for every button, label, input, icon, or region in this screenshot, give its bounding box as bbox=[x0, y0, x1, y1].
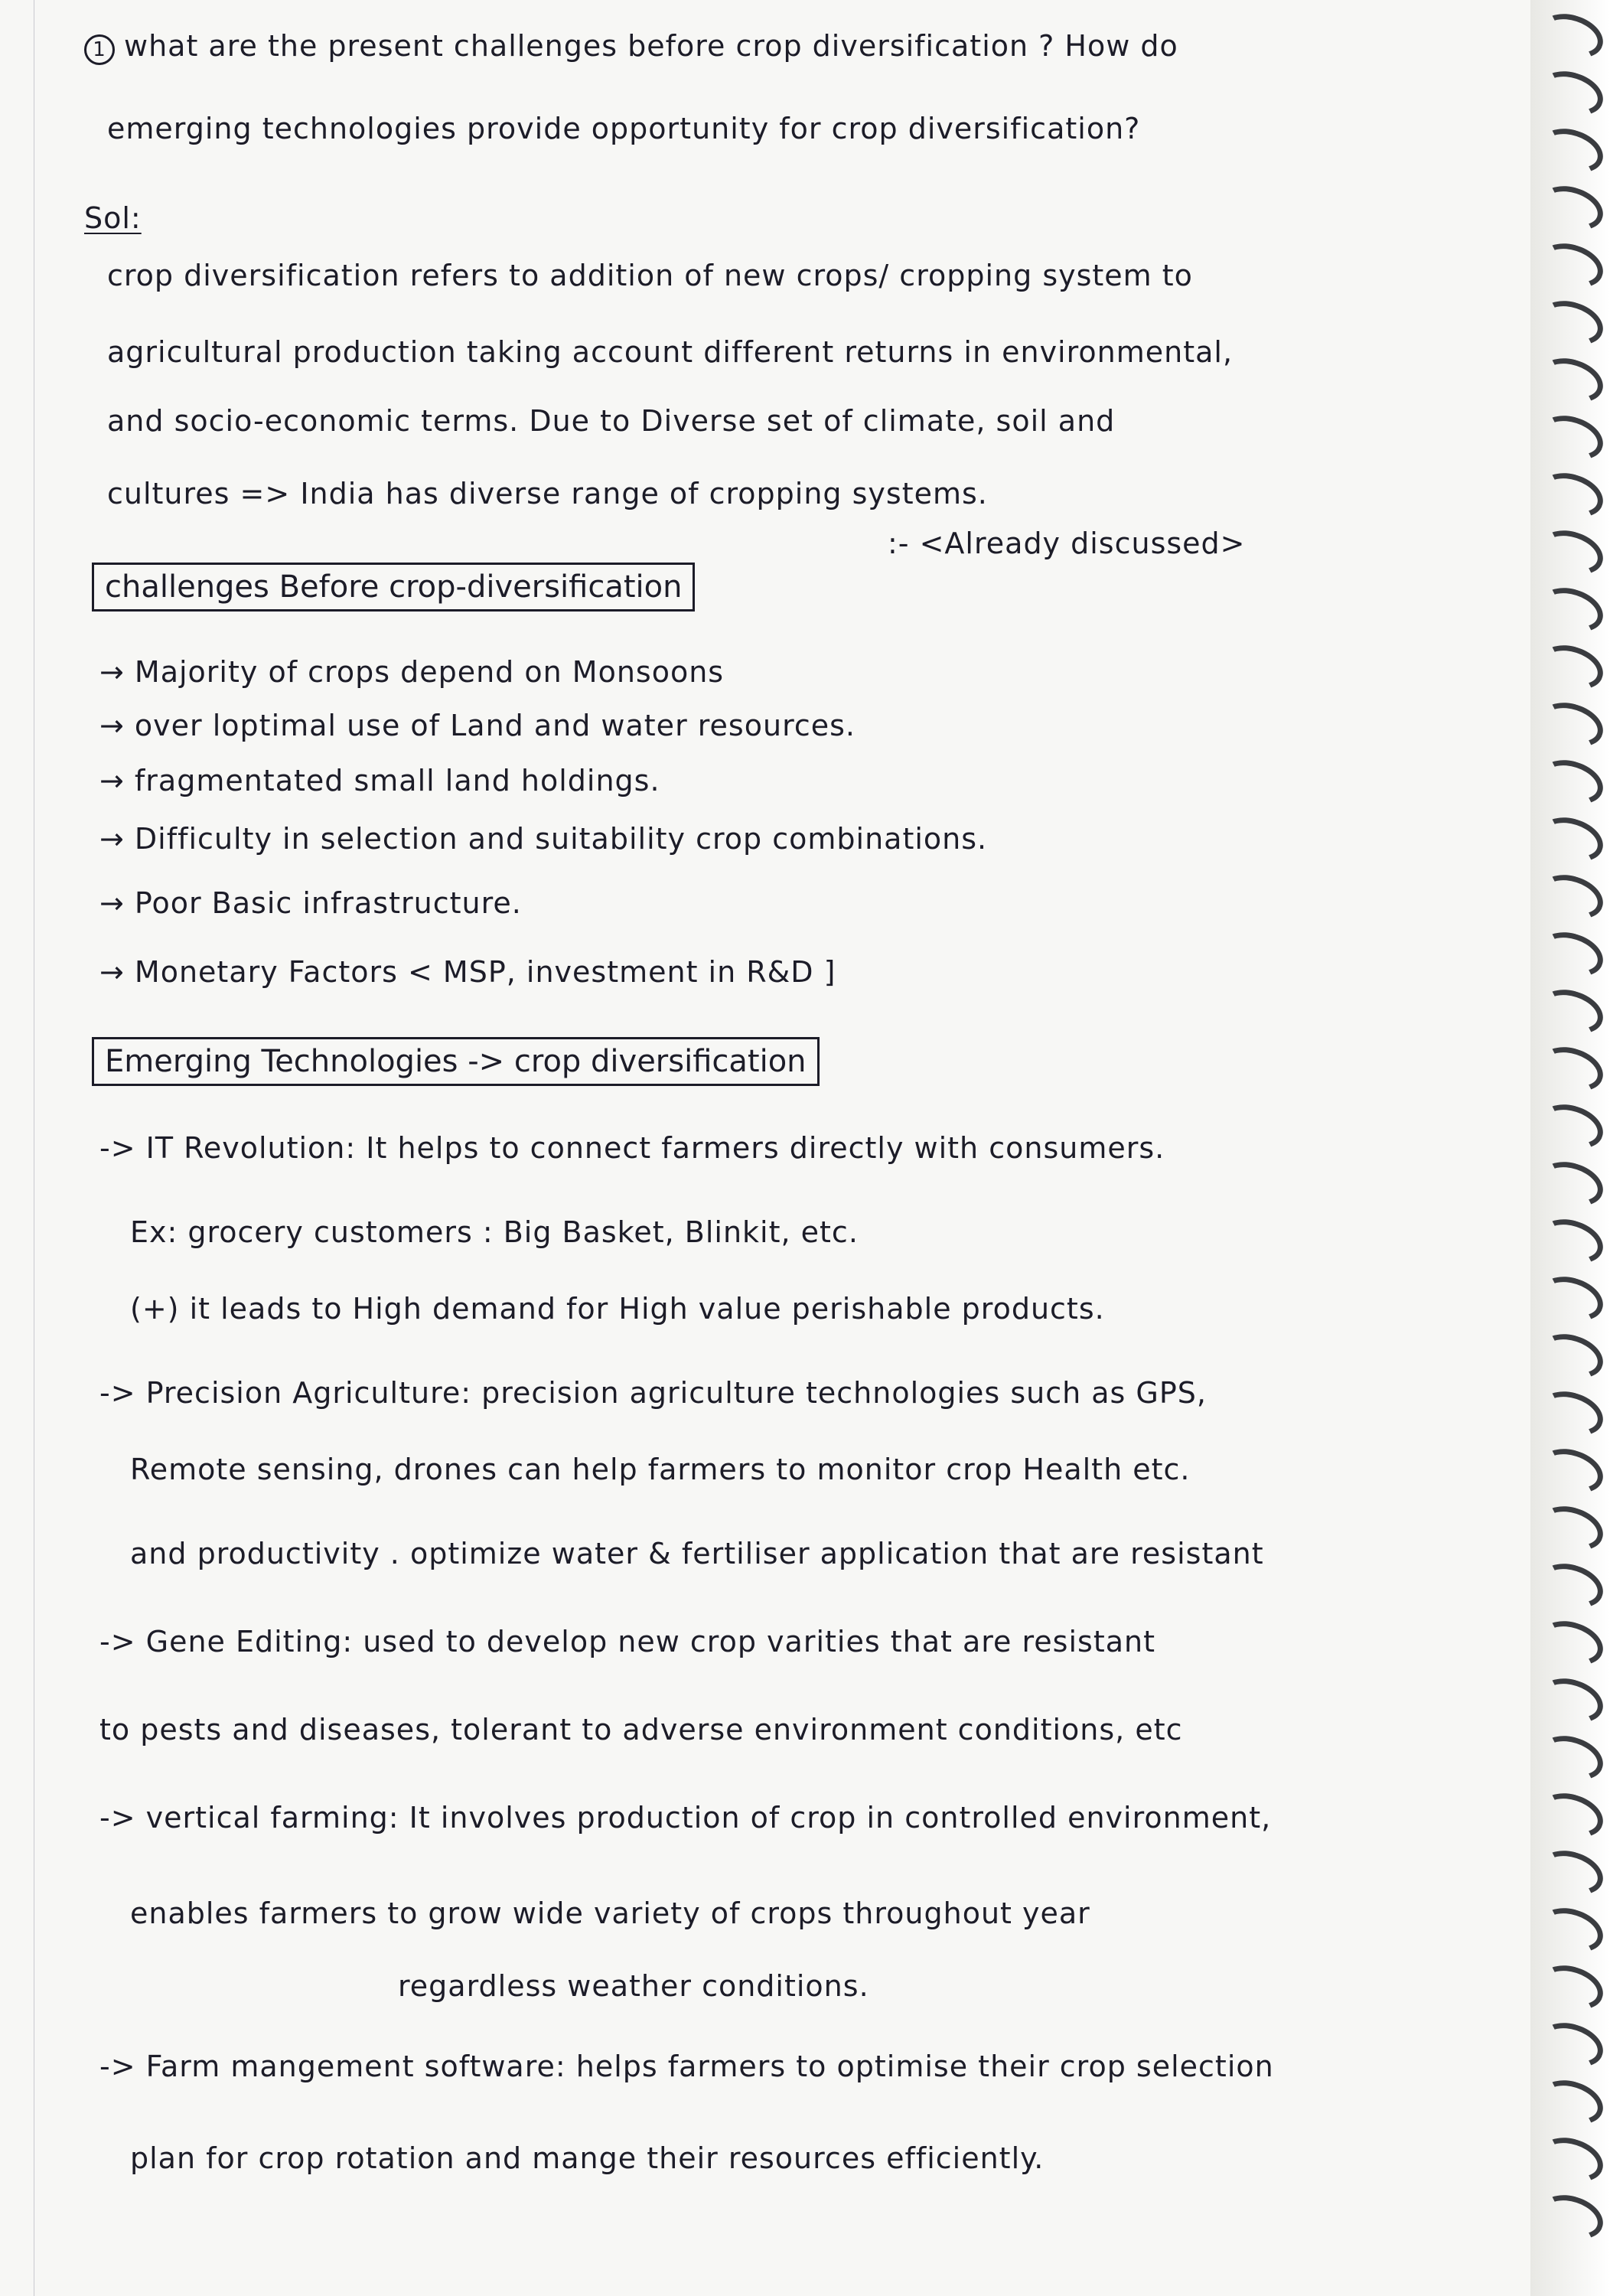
question-number: 1 bbox=[84, 34, 115, 65]
spiral-ring bbox=[1535, 1212, 1609, 1270]
spiral-ring bbox=[1535, 810, 1609, 869]
spiral-ring bbox=[1535, 925, 1609, 983]
spiral-ring bbox=[1535, 982, 1609, 1041]
spiral-ring bbox=[1535, 752, 1609, 811]
spiral-ring bbox=[1535, 465, 1609, 524]
challenge-item-2: → over loptimal use of Land and water resources. bbox=[99, 709, 856, 742]
spiral-ring bbox=[1535, 1900, 1609, 1959]
spiral-ring bbox=[1535, 1097, 1609, 1156]
spiral-ring bbox=[1535, 236, 1609, 295]
sol-label: Sol: bbox=[84, 201, 142, 235]
emerging-line-1: -> IT Revolution: It helps to connect farmers directly with consumers. bbox=[99, 1131, 1165, 1165]
spiral-ring bbox=[1535, 64, 1609, 122]
challenge-item-6: → Monetary Factors < MSP, investment in R&D ] bbox=[99, 955, 836, 989]
intro-line-3: and socio-economic terms. Due to Diverse set of climate, soil and bbox=[107, 404, 1116, 438]
spiral-ring bbox=[1535, 2073, 1609, 2131]
spiral-ring bbox=[1535, 1326, 1609, 1385]
spiral-ring bbox=[1535, 638, 1609, 696]
spiral-ring bbox=[1535, 178, 1609, 237]
emerging-line-13: plan for crop rotation and mange their resources efficiently. bbox=[130, 2141, 1045, 2175]
challenge-item-1: → Majority of crops depend on Monsoons bbox=[99, 655, 725, 689]
question-line-2: emerging technologies provide opportunity for crop diversification? bbox=[107, 112, 1141, 145]
spiral-ring bbox=[1535, 1671, 1609, 1730]
spiral-ring bbox=[1535, 351, 1609, 409]
spiral-ring bbox=[1535, 867, 1609, 926]
spiral-ring bbox=[1535, 695, 1609, 754]
spiral-ring bbox=[1535, 6, 1609, 65]
emerging-line-7: -> Gene Editing: used to develop new crop varities that are resistant bbox=[99, 1625, 1155, 1658]
question-line-1: 1 what are the present challenges before crop diversification ? How do bbox=[84, 31, 1178, 65]
challenges-heading: challenges Before crop-diversification bbox=[92, 563, 695, 612]
spiral-ring bbox=[1535, 1843, 1609, 1902]
emerging-line-6: and productivity . optimize water & fertiliser application that are resistant bbox=[130, 1537, 1264, 1570]
spiral-ring bbox=[1535, 121, 1609, 180]
emerging-line-4: -> Precision Agriculture: precision agriculture technologies such as GPS, bbox=[99, 1376, 1207, 1410]
spiral-ring bbox=[1535, 293, 1609, 352]
spiral-ring bbox=[1535, 1958, 1609, 2017]
emerging-line-2: Ex: grocery customers : Big Basket, Blinkit, etc. bbox=[130, 1215, 859, 1249]
challenge-item-4: → Difficulty in selection and suitability crop combinations. bbox=[99, 822, 988, 856]
spiral-ring bbox=[1535, 1613, 1609, 1672]
spiral-ring bbox=[1535, 2015, 1609, 2074]
emerging-line-12: -> Farm mangement software: helps farmers to optimise their crop selection bbox=[99, 2050, 1274, 2083]
emerging-line-11: regardless weather conditions. bbox=[398, 1969, 869, 2003]
emerging-line-10: enables farmers to grow wide variety of crops throughout year bbox=[130, 1896, 1090, 1930]
spiral-ring bbox=[1535, 1728, 1609, 1787]
emerging-line-8: to pests and diseases, tolerant to adverse environment conditions, etc bbox=[99, 1713, 1183, 1746]
spiral-ring bbox=[1535, 1499, 1609, 1557]
spiral-ring bbox=[1535, 2187, 1609, 2246]
spiral-ring bbox=[1535, 1384, 1609, 1443]
spiral-ring bbox=[1535, 2130, 1609, 2189]
emerging-line-3: (+) it leads to High demand for High value perishable products. bbox=[130, 1292, 1105, 1326]
spiral-ring bbox=[1535, 1786, 1609, 1844]
spiral-ring bbox=[1535, 1556, 1609, 1615]
spiral-ring bbox=[1535, 1441, 1609, 1500]
intro-line-4: cultures => India has diverse range of cropping systems. bbox=[107, 477, 988, 510]
spiral-ring bbox=[1535, 1269, 1609, 1328]
spiral-ring bbox=[1535, 408, 1609, 467]
emerging-heading: Emerging Technologies -> crop diversification bbox=[92, 1037, 820, 1086]
spiral-ring bbox=[1535, 580, 1609, 639]
intro-line-1: crop diversification refers to addition of new crops/ cropping system to bbox=[107, 259, 1193, 292]
challenge-item-3: → fragmentated small land holdings. bbox=[99, 764, 660, 797]
spiral-ring bbox=[1535, 1039, 1609, 1098]
spiral-binding bbox=[1530, 0, 1610, 2296]
challenges-note: :- <Already discussed> bbox=[888, 527, 1246, 560]
intro-line-2: agricultural production taking account different returns in environmental, bbox=[107, 335, 1234, 369]
spiral-ring bbox=[1535, 1154, 1609, 1213]
spiral-ring bbox=[1535, 523, 1609, 582]
challenge-item-5: → Poor Basic infrastructure. bbox=[99, 886, 522, 920]
emerging-line-5: Remote sensing, drones can help farmers to monitor crop Health etc. bbox=[130, 1453, 1191, 1486]
emerging-line-9: -> vertical farming: It involves production of crop in controlled environment, bbox=[99, 1801, 1272, 1835]
